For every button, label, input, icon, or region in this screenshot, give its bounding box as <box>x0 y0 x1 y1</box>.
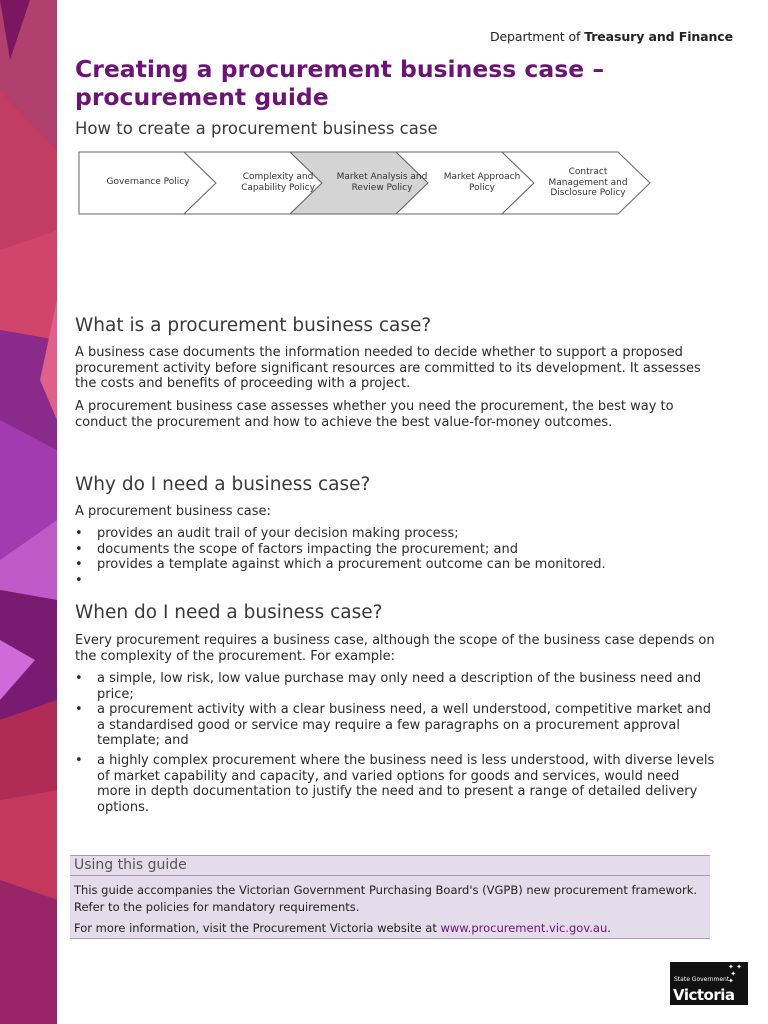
process-step-3-label: Market Analysis and Review Policy <box>336 172 428 193</box>
department-name: Department of Treasury and Finance <box>489 29 733 44</box>
victoria-government-logo: ✦ ✦ ✦ ✦ State Government Victoria <box>670 962 748 1005</box>
list-item: • a procurement activity with a clear business need, a well understood, competitive market and a standardised good or service may require a few paragraphs on a procurement approval template; and <box>75 702 715 749</box>
section-heading-why: Why do I need a business case? <box>75 474 371 495</box>
list-item: • provides a template against which a procurement outcome can be monitored. <box>75 557 715 573</box>
process-step-1-label: Governance Policy <box>106 177 190 187</box>
list-item: • a simple, low risk, low value purchase may only need a description of the business need and price; <box>75 671 715 702</box>
list-item: • provides an audit trail of your decision making process; <box>75 526 715 542</box>
decorative-side-band <box>0 0 57 1024</box>
process-step-2-label: Complexity and Capability Policy <box>241 172 315 193</box>
list-item: • documents the scope of factors impacting the procurement; and <box>75 542 715 558</box>
process-step-4-label: Market Approach Policy <box>443 172 521 193</box>
bullet-list-when <box>75 671 715 815</box>
guide-box-heading: Using this guide <box>74 857 187 873</box>
divider <box>70 875 710 876</box>
paragraph: A procurement business case assesses whether you need the procurement, the best way to conduct the procurement and how to achieve the best value-for-money outcomes. <box>75 399 674 430</box>
paragraph: A business case documents the information needed to decide whether to support a proposed procurement activity before significant resources are committed to its development. It assesses the costs and benefits of proceeding with a project. <box>75 345 701 392</box>
page-subtitle: How to create a procurement business case <box>75 119 438 138</box>
list-item: • a highly complex procurement where the business need is less understood, with diverse levels of market capability and capacity, and varied options for goods and services, would need more in depth documentation to justify the need and to present a range of detailed delivery options. <box>75 753 715 815</box>
paragraph: Every procurement requires a business case, although the scope of the business case depends on the complexity of the procurement. For example: <box>75 633 715 664</box>
paragraph: A procurement business case: <box>75 504 271 519</box>
section-heading-when: When do I need a business case? <box>75 602 383 623</box>
southern-cross-icon: ✦ ✦ ✦ ✦ <box>728 963 742 985</box>
procurement-website-link[interactable]: www.procurement.vic.gov.au <box>440 921 608 935</box>
process-step-5-label: Contract Management and Disclosure Policy <box>548 167 628 198</box>
section-heading-what: What is a procurement business case? <box>75 315 432 336</box>
guide-box-text: This guide accompanies the Victorian Government Purchasing Board's (VGPB) new procurement framework. Refer to the policies for mandatory requirements. <box>74 883 698 914</box>
list-item <box>75 573 715 589</box>
process-diagram <box>78 151 653 215</box>
guide-box-more-info: For more information, visit the Procurement Victoria website at www.procurement.vic.gov.au. <box>74 921 611 935</box>
page-title: Creating a procurement business case – procurement guide <box>75 55 605 111</box>
bullet-list-why <box>75 526 715 588</box>
